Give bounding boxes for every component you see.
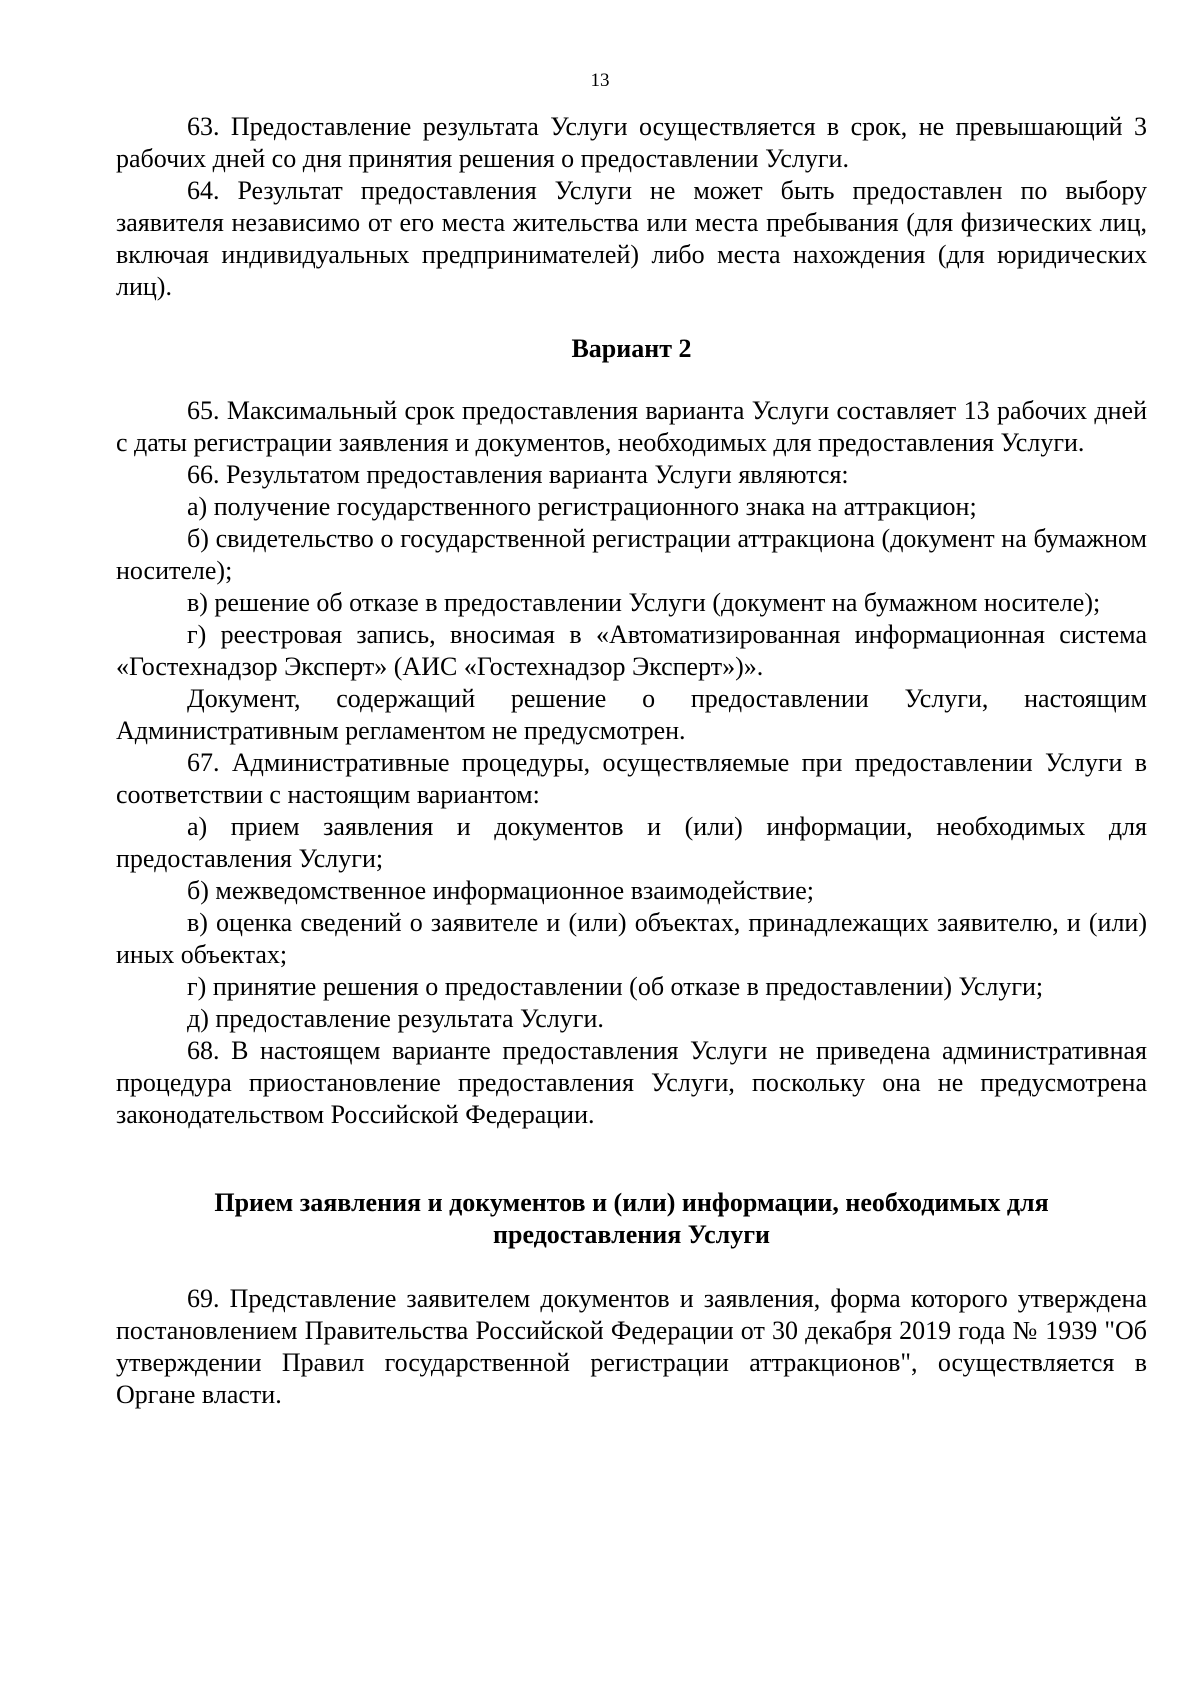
heading-variant-2: Вариант 2 [571, 334, 692, 363]
heading-section-line-1: Прием заявления и документов и (или) информации, необходимых для [214, 1188, 1049, 1217]
page-number: 13 [590, 70, 610, 91]
paragraph-document-note: Документ, содержащий решение о предоставлении Услуги, настоящим Административным регламентом не предусмотрен. [116, 684, 1147, 745]
paragraph-69: 69. Представление заявителем документов и заявления, форма которого утверждена постановлением Правительства Российской Федерации от 30 декабря 2019 года № 1939 "Об утверждении Правил государственной регистрации аттракционов", осуществляется в Органе власти. [116, 1284, 1147, 1409]
list-item-66b: б) свидетельство о государственной регистрации аттракциона (документ на бумажном носителе); [116, 524, 1147, 585]
paragraph-66: 66. Результатом предоставления варианта Услуги являются: [187, 460, 849, 489]
list-item-67a: а) прием заявления и документов и (или) информации, необходимых для предоставления Услуги; [116, 812, 1147, 873]
list-item-66a: а) получение государственного регистрационного знака на аттракцион; [187, 492, 977, 521]
paragraph-64: 64. Результат предоставления Услуги не может быть предоставлен по выбору заявителя независимо от его места жительства или места пребывания (для физических лиц, включая индивидуальных предпринимателей) либо места нахождения (для юридических лиц). [116, 176, 1147, 301]
paragraph-63: 63. Предоставление результата Услуги осуществляется в срок, не превышающий 3 рабочих дней со дня принятия решения о предоставлении Услуги. [116, 112, 1147, 173]
list-item-67b: б) межведомственное информационное взаимодействие; [187, 876, 814, 905]
heading-section-line-2: предоставления Услуги [493, 1220, 770, 1249]
paragraph-65: 65. Максимальный срок предоставления варианта Услуги составляет 13 рабочих дней с даты регистрации заявления и документов, необходимых для предоставления Услуги. [116, 396, 1147, 457]
list-item-67v: в) оценка сведений о заявителе и (или) объектах, принадлежащих заявителю, и (или) иных объектах; [116, 908, 1147, 969]
list-item-66g: г) реестровая запись, вносимая в «Автоматизированная информационная система «Гостехнадзор Эксперт» (АИС «Гостехнадзор Эксперт»)». [116, 620, 1147, 681]
paragraph-68: 68. В настоящем варианте предоставления Услуги не приведена административная процедура приостановление предоставления Услуги, поскольку она не предусмотрена законодательством Российской Федерации. [116, 1036, 1147, 1129]
list-item-67g: г) принятие решения о предоставлении (об отказе в предоставлении) Услуги; [187, 972, 1044, 1001]
heading-section-reception [116, 1187, 1147, 1251]
paragraph-67: 67. Административные процедуры, осуществляемые при предоставлении Услуги в соответствии с настоящим вариантом: [116, 748, 1147, 809]
list-item-66v: в) решение об отказе в предоставлении Услуги (документ на бумажном носителе); [187, 588, 1101, 617]
list-item-67d: д) предоставление результата Услуги. [187, 1004, 604, 1033]
document-body [116, 111, 1147, 1411]
